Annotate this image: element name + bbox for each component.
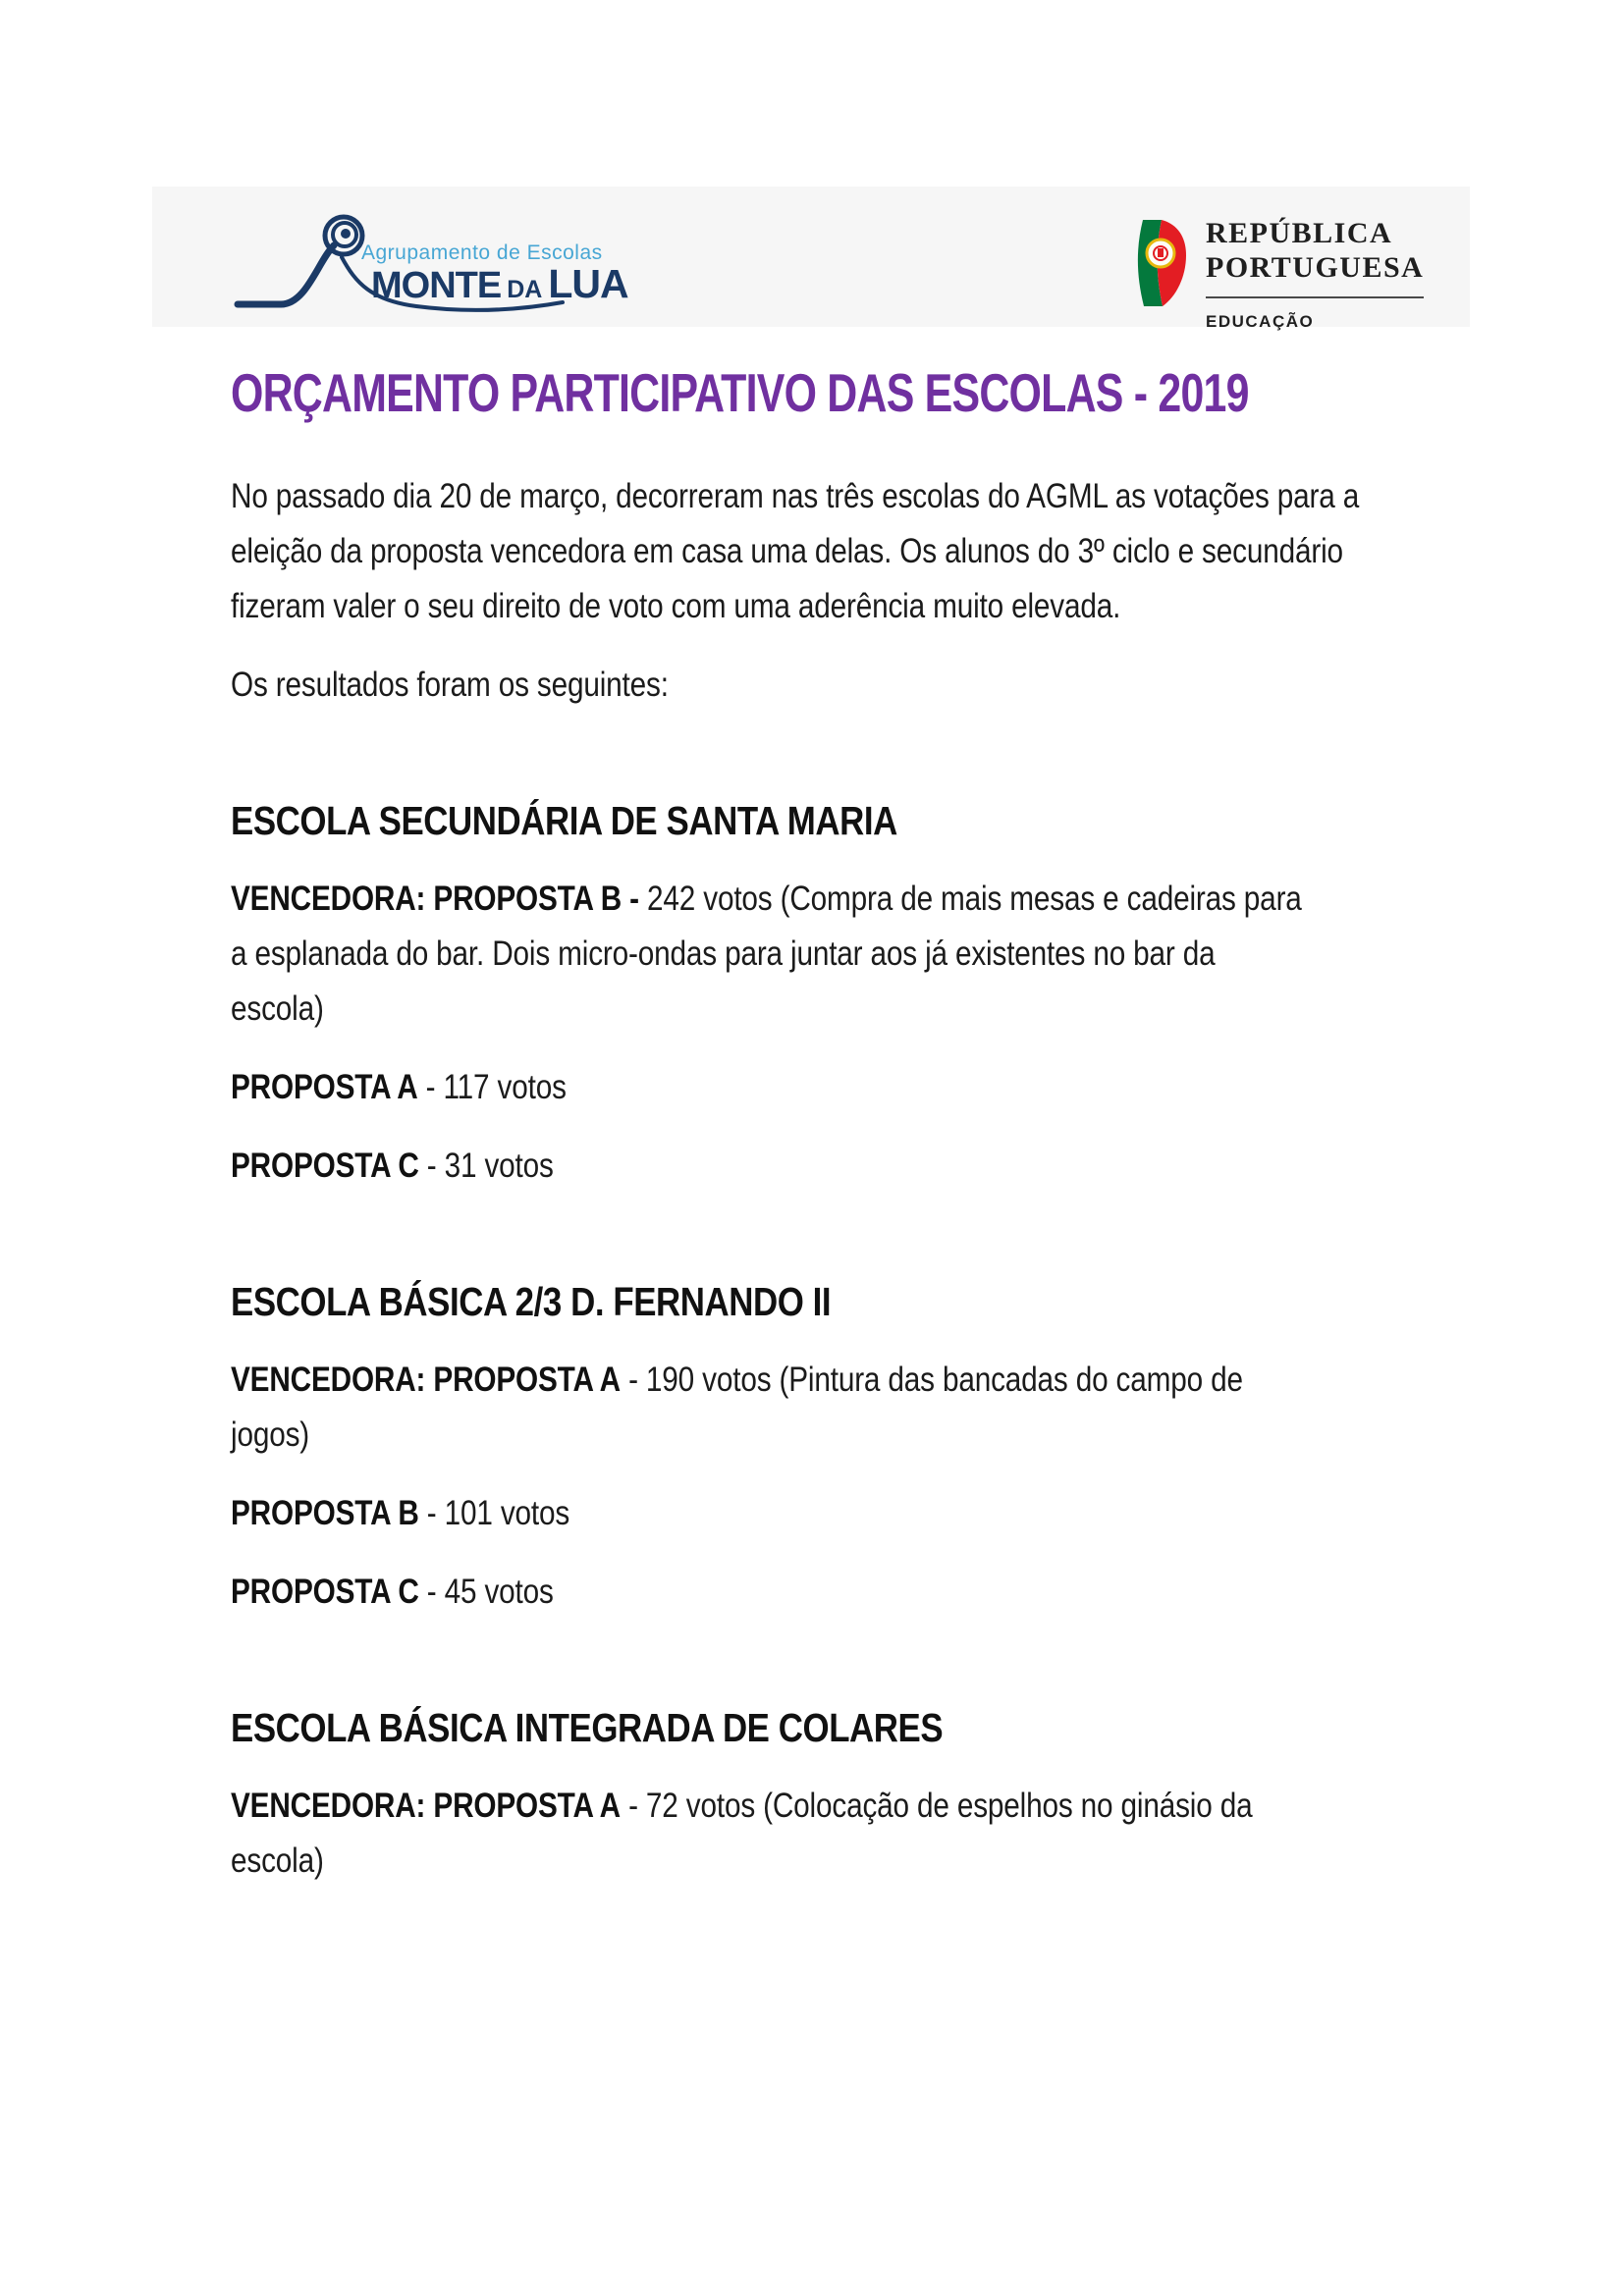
gov-separator — [1206, 296, 1424, 298]
school-name-da: DA — [507, 276, 543, 303]
proposal-label: PROPOSTA A — [231, 1068, 418, 1106]
winner-label: VENCEDORA: PROPOSTA A — [231, 1787, 621, 1825]
winner-line — [231, 872, 1302, 927]
section-heading-santa-maria: ESCOLA SECUNDÁRIA DE SANTA MARIA — [231, 798, 897, 843]
school-logo — [224, 200, 636, 330]
results-intro-line: Os resultados foram os seguintes: — [231, 666, 669, 704]
intro-line: eleição da proposta vencedora em casa uma delas. Os alunos do 3º ciclo e secundário — [231, 532, 1343, 570]
winner-text: a esplanada do bar. Dois micro-ondas para juntar aos já existentes no bar da — [231, 934, 1216, 973]
proposal-line — [231, 1139, 1224, 1194]
government-logo — [1131, 216, 1424, 332]
document-content — [231, 361, 1399, 1912]
winner-text: 242 votos (Compra de mais mesas e cadeiras para — [647, 880, 1302, 918]
school-logo-tagline: Agrupamento de Escolas — [361, 241, 603, 264]
proposal-line — [231, 1565, 1224, 1620]
proposal-paragraph — [231, 1486, 1399, 1541]
proposal-label: PROPOSTA C — [231, 1573, 419, 1611]
proposal-votes: - 45 votos — [418, 1573, 554, 1611]
winner-line — [231, 1408, 1224, 1463]
section-heading-fernando-ii: ESCOLA BÁSICA 2/3 D. FERNANDO II — [231, 1279, 832, 1324]
results-intro-paragraph — [231, 658, 1399, 713]
proposal-paragraph — [231, 1565, 1399, 1620]
winner-paragraph — [231, 872, 1399, 1037]
page-title: ORÇAMENTO PARTICIPATIVO DAS ESCOLAS - 2019 — [231, 362, 1249, 423]
intro-paragraph — [231, 469, 1399, 634]
gov-line-republica: REPÚBLICA — [1206, 217, 1393, 249]
winner-label: VENCEDORA: PROPOSTA B - — [231, 880, 648, 918]
winner-paragraph — [231, 1779, 1399, 1889]
gov-department: EDUCAÇÃO — [1206, 312, 1315, 331]
winner-line — [231, 927, 1224, 982]
winner-text: - 72 votos (Colocação de espelhos no ginásio da — [620, 1787, 1253, 1825]
winner-line — [231, 1834, 1224, 1889]
school-logo-name — [371, 261, 628, 307]
proposal-line — [231, 1060, 1224, 1115]
winner-line — [231, 1779, 1253, 1834]
school-name-monte: MONTE — [371, 265, 502, 306]
winner-line — [231, 982, 1224, 1037]
portugal-flag-icon — [1131, 216, 1188, 310]
intro-line: No passado dia 20 de março, decorreram nas três escolas do AGML as votações para a — [231, 477, 1360, 515]
school-name-lua: LUA — [548, 261, 628, 306]
government-logo-text — [1206, 216, 1424, 332]
proposal-paragraph — [231, 1060, 1399, 1115]
proposal-votes: - 117 votos — [417, 1068, 567, 1106]
section-heading-colares: ESCOLA BÁSICA INTEGRADA DE COLARES — [231, 1705, 944, 1750]
winner-text: - 190 votos (Pintura das bancadas do campo de — [620, 1361, 1243, 1399]
proposal-paragraph — [231, 1139, 1399, 1194]
proposal-votes: - 31 votos — [418, 1147, 554, 1185]
winner-text: escola) — [231, 989, 324, 1028]
proposal-votes: - 101 votos — [418, 1494, 570, 1532]
proposal-line — [231, 1486, 1224, 1541]
winner-text: jogos) — [231, 1415, 310, 1454]
proposal-label: PROPOSTA C — [231, 1147, 419, 1185]
winner-line — [231, 1353, 1243, 1408]
proposal-label: PROPOSTA B — [231, 1494, 419, 1532]
intro-line: fizeram valer o seu direito de voto com uma aderência muito elevada. — [231, 587, 1121, 625]
winner-paragraph — [231, 1353, 1399, 1463]
gov-line-portuguesa: PORTUGUESA — [1206, 251, 1425, 284]
winner-text: escola) — [231, 1842, 324, 1880]
winner-label: VENCEDORA: PROPOSTA A — [231, 1361, 621, 1399]
